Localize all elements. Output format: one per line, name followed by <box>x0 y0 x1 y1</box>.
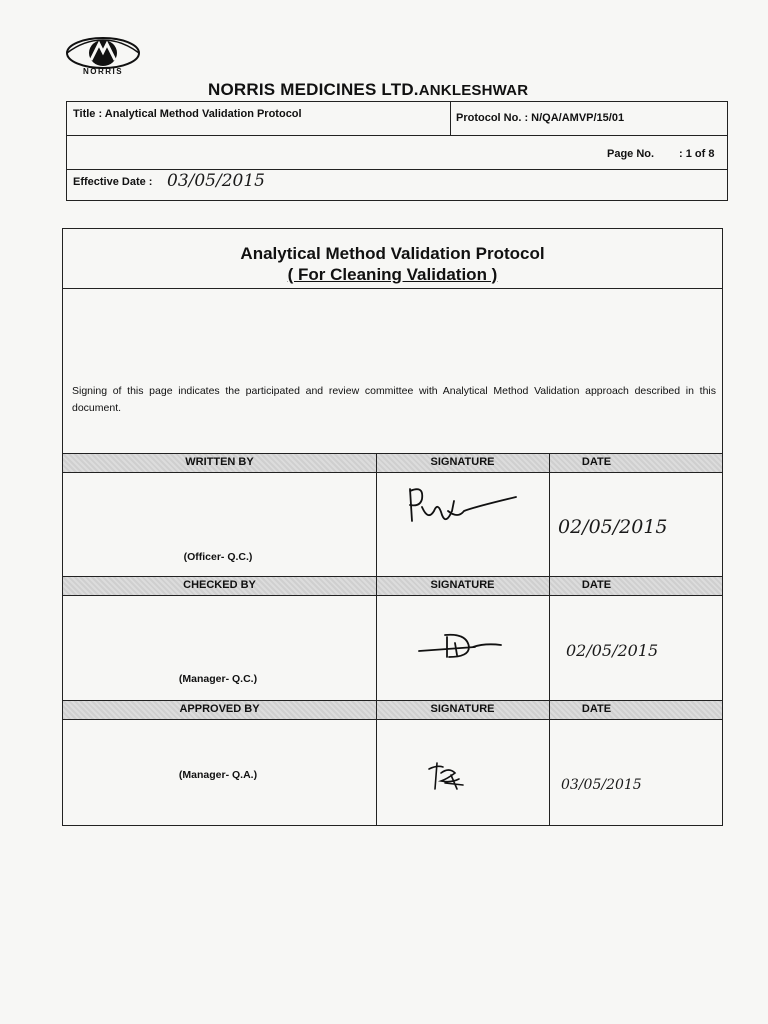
company-location: ANKLESHWAR <box>418 82 529 99</box>
approved-by-signature <box>425 759 485 799</box>
protocol-subtitle: ( For Cleaning Validation ) <box>287 265 498 284</box>
signature-column-heading: SIGNATURE <box>430 579 495 591</box>
document-title: Title : Analytical Method Validation Protocol <box>73 108 302 120</box>
approval-page <box>62 228 723 826</box>
written-by-date: 02/05/2015 <box>558 516 668 538</box>
date-column-heading: DATE <box>581 579 612 591</box>
approved-by-role: (Manager- Q.A.) <box>178 769 258 781</box>
written-by-signature <box>398 481 528 551</box>
checked-by-header-row <box>63 576 722 596</box>
approved-by-date: 03/05/2015 <box>561 777 642 793</box>
written-by-heading: WRITTEN BY <box>185 456 254 468</box>
protocol-number: Protocol No. : N/QA/AMVP/15/01 <box>456 112 625 124</box>
company-name-main: NORRIS MEDICINES LTD. <box>208 80 419 99</box>
approved-by-heading: APPROVED BY <box>179 703 260 715</box>
protocol-title: Analytical Method Validation Protocol <box>240 244 545 263</box>
date-column-heading: DATE <box>581 456 612 468</box>
company-logo <box>64 36 142 80</box>
date-column-heading: DATE <box>581 703 612 715</box>
checked-by-heading: CHECKED BY <box>183 579 256 591</box>
checked-by-date: 02/05/2015 <box>566 641 659 660</box>
written-by-header-row <box>63 453 722 473</box>
signature-column-heading: SIGNATURE <box>430 456 495 468</box>
document-header-table <box>66 101 728 201</box>
checked-by-signature <box>415 627 515 667</box>
effective-date-value: 03/05/2015 <box>167 171 265 191</box>
company-name <box>208 80 528 100</box>
signing-statement: Signing of this page indicates the participated and review committee with Analytical Method Validation approach described in this document. <box>72 385 716 414</box>
checked-by-role: (Manager- Q.C.) <box>178 673 258 685</box>
written-by-role: (Officer- Q.C.) <box>183 551 253 563</box>
signature-column-heading: SIGNATURE <box>430 703 495 715</box>
page-number-label: Page No. <box>607 148 655 160</box>
effective-date-label: Effective Date : <box>73 176 153 188</box>
page-number-value: : 1 of 8 <box>679 148 715 160</box>
logo-text: NORRIS <box>82 67 124 76</box>
approved-by-header-row <box>63 700 722 720</box>
